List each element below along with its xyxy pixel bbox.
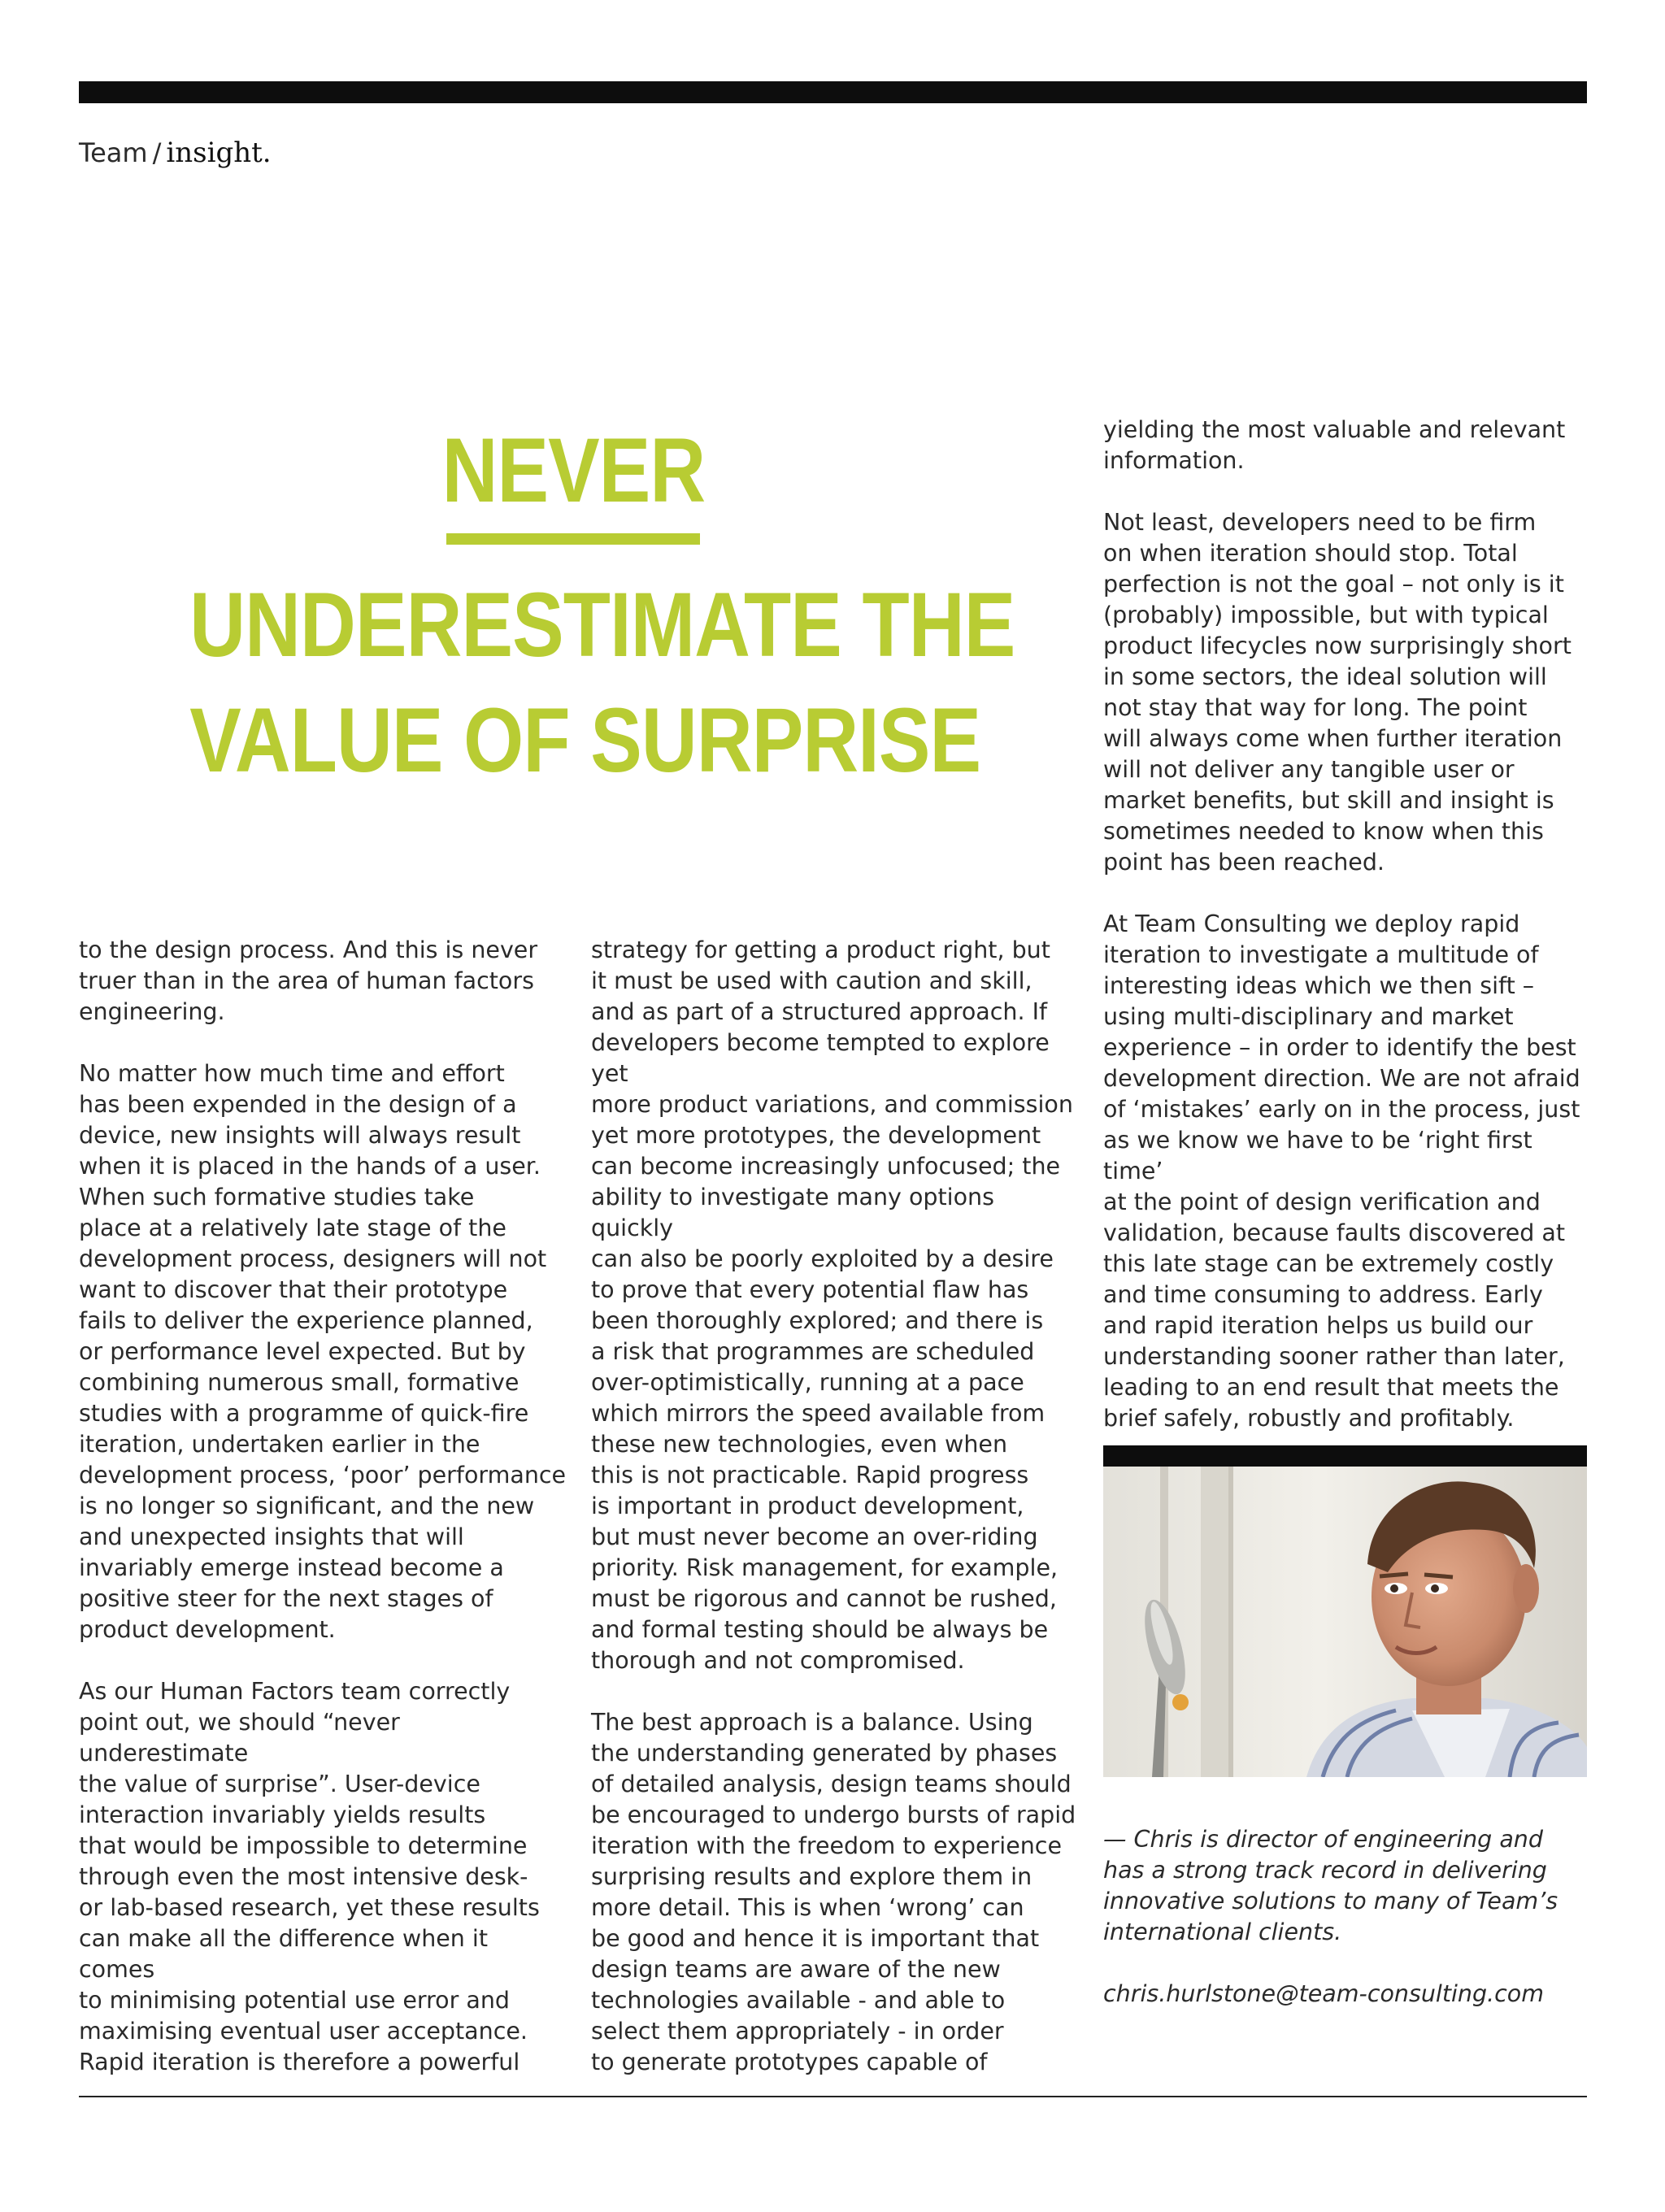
brand-name: Team (79, 137, 148, 168)
paragraph: yielding the most valuable and relevant information. (1103, 416, 1566, 474)
top-rule (79, 81, 1587, 103)
headline-underline (446, 533, 700, 545)
bottom-rule (79, 2096, 1587, 2097)
author-caption (1103, 1824, 1591, 2010)
paragraph: Not least, developers need to be firm on when iteration should stop. Total perfection is not the goal – not only is it (probably) impossible, but with typical product lifecycles now surprisingly short in some sectors, the ideal solution will not stay that way for long. The point will always come when further iteration will not deliver any tangible user or market benefits, but skill and insight is sometimes needed to know when this point has been reached. (1103, 509, 1572, 876)
photo-rule (1103, 1445, 1587, 1467)
section-name: insight. (166, 137, 272, 169)
paragraph: At Team Consulting we deploy rapid iteration to investigate a multitude of interesting ideas which we then sift – using multi-disciplinary and market experience – in order to identify the best development direction. We are not afraid of ‘mistakes’ early on in the process, just as we know we have to be ‘right first time’ at the point of design verification and validation, because faults discovered at this late stage can be extremely costly and time consuming to address. Early and rapid iteration helps us build our understanding sooner rather than later, leading to an end result that meets the brief safely, robustly and profitably. (1103, 910, 1580, 1432)
headline-line-1: NEVER (441, 419, 705, 521)
portrait-photo (1103, 1467, 1587, 1777)
body-column-3 (1103, 415, 1591, 1434)
headline (122, 419, 1024, 798)
paragraph: The best approach is a balance. Using the understanding generated by phases of detailed analysis, design teams should be encouraged to undergo bursts of rapid iteration with the freedom to experience surprising results and explore them in more detail. This is when ‘wrong’ can be good and hence it is important that design teams are aware of the new technologies available - and able to select them appropriately - in order to generate prototypes capable of (591, 1709, 1076, 2075)
masthead-separator: / (152, 137, 162, 168)
body-column-1 (79, 935, 567, 2078)
paragraph: No matter how much time and effort has been expended in the design of a device, new insights will always result when it is placed in the hands of a user. When such formative studies take place at a relatively late stage of the development process, designers will not want to discover that their prototype fails to deliver the experience planned, or performance level expected. But by combining numerous small, formative studies with a programme of quick-fire iteration, undertaken earlier in the development process, ‘poor’ performance is no longer so significant, and the new and unexpected insights that will invariably emerge instead become a positive steer for the next stages of product development. (79, 1060, 567, 1643)
headline-line-3: VALUE OF SURPRISE (189, 689, 981, 791)
author-bio: — Chris is director of engineering and has a strong track record in delivering innovative solutions to many of Team’s international clients. (1103, 1826, 1558, 1945)
portrait-illustration (1103, 1467, 1587, 1777)
paragraph: strategy for getting a product right, but it must be used with caution and skill, and as part of a structured approach. If developers become tempted to explore yet more product variations, and commission yet more prototypes, the development can become increasingly unfocused; the ability to investigate many options quickly can also be poorly exploited by a desire to prove that every potential flaw has been thoroughly explored; and there is a risk that programmes are scheduled over-optimistically, running at a pace which mirrors the speed available from these new technologies, even when this is not practicable. Rapid progress is important in product development, but must never become an over-riding priority. Risk management, for example, must be rigorous and cannot be rushed, and formal testing should be always be thorough and not compromised. (591, 937, 1073, 1674)
paragraph: to the design process. And this is never truer than in the area of human factors engineering. (79, 937, 538, 1025)
masthead (79, 137, 272, 169)
author-email[interactable]: chris.hurlstone@team-consulting.com (1103, 1980, 1544, 2007)
paragraph: As our Human Factors team correctly point out, we should “never underestimate the value of surprise”. User-device interaction invariably yields results that would be impossible to determine through even the most intensive desk- or lab-based research, yet these results can make all the difference when it comes to minimising potential use error and maximising eventual user acceptance. Rapid iteration is therefore a powerful (79, 1678, 540, 2075)
headline-line-2: UNDERESTIMATE THE (189, 574, 1015, 676)
body-column-2 (591, 935, 1079, 2078)
